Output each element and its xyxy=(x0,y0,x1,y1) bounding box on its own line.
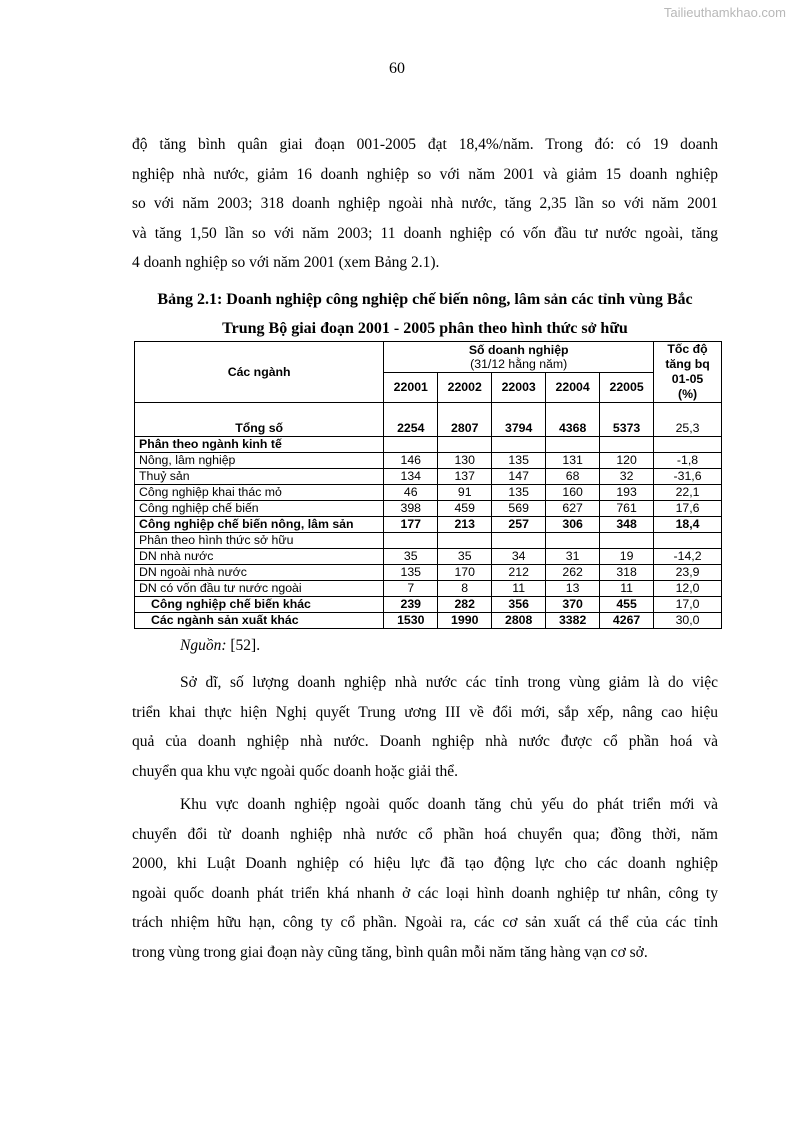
text-line: và tăng 1,50 lần so với năm 2003; 11 doanh nghiệp có vốn đầu tư nước ngoài, tăng xyxy=(132,224,718,242)
paragraph-3 xyxy=(132,790,718,967)
cell-value: 131 xyxy=(546,453,600,469)
text-line: trong vùng trong giai đoạn này cũng tăng, bình quân mỗi năm tăng hàng vạn cơ sở. xyxy=(132,943,648,961)
cell-value: 2807 xyxy=(438,403,492,437)
page-number: 60 xyxy=(389,60,405,77)
cell-value: 135 xyxy=(492,485,546,501)
header-rate-line: (%) xyxy=(677,387,698,401)
cell-value: 455 xyxy=(600,597,654,613)
row-label: Phân theo hình thức sở hữu xyxy=(135,533,384,549)
text-line: 4 doanh nghiệp so với năm 2001 (xem Bảng 2.1). xyxy=(132,254,440,271)
cell-value: 306 xyxy=(546,517,600,533)
cell-value: 120 xyxy=(600,453,654,469)
cell-value xyxy=(384,533,438,549)
table-title-line: Trung Bộ giai đoạn 2001 - 2005 phân theo hình thức sở hữu xyxy=(222,320,628,337)
text-line: quả của doanh nghiệp nhà nước. Doanh nghiệp nhà nước được cổ phần hoá và xyxy=(132,733,718,750)
cell-value: 130 xyxy=(438,453,492,469)
cell-value: 19 xyxy=(600,549,654,565)
text-line: độ tăng bình quân giai đoạn 001-2005 đạt 18,4%/năm. Trong đó: có 19 doanh xyxy=(132,136,718,153)
text-line: so với năm 2003; 318 doanh nghiệp ngoài nhà nước, tăng 2,35 lần so với năm 2001 xyxy=(132,195,718,212)
cell-value: 318 xyxy=(600,565,654,581)
text-line: ngoài quốc doanh phát triển khá nhanh ở các loại hình doanh nghiệp tư nhân, công ty xyxy=(132,884,718,902)
year-header: 22004 xyxy=(546,373,600,403)
text-line: trách nhiệm hữu hạn, công ty cổ phần. Ngoài ra, các cơ sản xuất cá thể của các tỉnh xyxy=(132,914,718,931)
cell-value: 239 xyxy=(384,597,438,613)
paragraph-2 xyxy=(132,668,718,786)
cell-value: 569 xyxy=(492,501,546,517)
cell-rate xyxy=(654,437,722,453)
cell-value: 370 xyxy=(546,597,600,613)
cell-value: 212 xyxy=(492,565,546,581)
row-label: Công nghiệp chế biến khác xyxy=(135,597,384,613)
cell-value: 356 xyxy=(492,597,546,613)
cell-rate: -14,2 xyxy=(654,549,722,565)
row-label: Nông, lâm nghiệp xyxy=(135,453,384,469)
year-header: 22002 xyxy=(438,373,492,403)
cell-value xyxy=(600,533,654,549)
row-label: DN nhà nước xyxy=(135,549,384,565)
cell-value xyxy=(600,437,654,453)
cell-value xyxy=(546,533,600,549)
table-row xyxy=(135,581,722,597)
cell-value: 627 xyxy=(546,501,600,517)
row-label: DN ngoài nhà nước xyxy=(135,565,384,581)
cell-value: 282 xyxy=(438,597,492,613)
cell-value: 348 xyxy=(600,517,654,533)
table-row xyxy=(135,469,722,485)
cell-value: 8 xyxy=(438,581,492,597)
row-label: Phân theo ngành kinh tế xyxy=(135,437,384,453)
cell-value: 177 xyxy=(384,517,438,533)
text-line: nghiệp nhà nước, giảm 16 doanh nghiệp so với năm 2001 và giảm 15 doanh nghiệp xyxy=(132,165,718,183)
cell-value: 13 xyxy=(546,581,600,597)
row-label: Công nghiệp khai thác mỏ xyxy=(135,485,384,501)
header-rate-line: tăng bq xyxy=(665,357,710,371)
text-line: triển khai thực hiện Nghị quyết Trung ương III về đổi mới, sắp xếp, nâng cao hiệu xyxy=(132,703,718,721)
cell-value: 5373 xyxy=(600,403,654,437)
cell-rate xyxy=(654,533,722,549)
cell-value: 193 xyxy=(600,485,654,501)
cell-value: 7 xyxy=(384,581,438,597)
source-ref: [52]. xyxy=(226,637,261,654)
header-count-title: Số doanh nghiệp xyxy=(468,343,569,358)
cell-value: 1530 xyxy=(384,613,438,629)
cell-rate: 18,4 xyxy=(654,517,722,533)
table-row xyxy=(135,501,722,517)
table-row xyxy=(135,597,722,613)
cell-rate: 25,3 xyxy=(654,403,722,437)
row-label: DN có vốn đầu tư nước ngoài xyxy=(135,581,384,597)
cell-rate: 12,0 xyxy=(654,581,722,597)
table-row xyxy=(135,533,722,549)
cell-value: 34 xyxy=(492,549,546,565)
cell-value: 135 xyxy=(492,453,546,469)
cell-value xyxy=(384,437,438,453)
header-rate-line: 01-05 xyxy=(671,372,704,386)
cell-rate: 30,0 xyxy=(654,613,722,629)
table-row xyxy=(135,549,722,565)
cell-value: 262 xyxy=(546,565,600,581)
cell-value: 32 xyxy=(600,469,654,485)
text-line: 2000, khi Luật Doanh nghiệp có hiệu lực đã tạo động lực cho các doanh nghiệp xyxy=(132,855,718,872)
header-rate-line: Tốc độ xyxy=(667,342,708,356)
enterprise-table xyxy=(134,341,722,629)
table-row xyxy=(135,485,722,501)
cell-value: 11 xyxy=(600,581,654,597)
table-title-line: Bảng 2.1: Doanh nghiệp công nghiệp chế biến nông, lâm sản các tỉnh vùng Bắc xyxy=(157,291,693,308)
table-row xyxy=(135,517,722,533)
table-row xyxy=(135,437,722,453)
header-count xyxy=(384,342,654,373)
cell-value: 35 xyxy=(384,549,438,565)
header-rate xyxy=(654,342,722,403)
text-line: chuyển qua khu vực ngoài quốc doanh hoặc giải thể. xyxy=(132,762,459,780)
cell-rate: 17,6 xyxy=(654,501,722,517)
table-row xyxy=(135,613,722,629)
cell-value: 137 xyxy=(438,469,492,485)
cell-value: 3382 xyxy=(546,613,600,629)
cell-value: 134 xyxy=(384,469,438,485)
cell-rate: -31,6 xyxy=(654,469,722,485)
header-count-sub: (31/12 hằng năm) xyxy=(470,357,568,372)
cell-value: 31 xyxy=(546,549,600,565)
cell-value xyxy=(438,533,492,549)
cell-rate: 22,1 xyxy=(654,485,722,501)
year-header: 22005 xyxy=(600,373,654,403)
cell-value xyxy=(492,533,546,549)
cell-value: 170 xyxy=(438,565,492,581)
cell-rate: -1,8 xyxy=(654,453,722,469)
table-row xyxy=(135,565,722,581)
source-note xyxy=(180,637,260,655)
cell-value: 135 xyxy=(384,565,438,581)
cell-value: 213 xyxy=(438,517,492,533)
cell-value: 4267 xyxy=(600,613,654,629)
text-line: Sở dĩ, số lượng doanh nghiệp nhà nước các tỉnh trong vùng giảm là do việc xyxy=(180,674,718,691)
cell-value: 35 xyxy=(438,549,492,565)
cell-value: 4368 xyxy=(546,403,600,437)
cell-value: 2808 xyxy=(492,613,546,629)
cell-value: 3794 xyxy=(492,403,546,437)
table-row xyxy=(135,453,722,469)
cell-value: 68 xyxy=(546,469,600,485)
header-sector: Các ngành xyxy=(135,342,384,403)
table-title xyxy=(120,285,730,343)
row-label: Công nghiệp chế biến nông, lâm sản xyxy=(135,517,384,533)
cell-value: 2254 xyxy=(384,403,438,437)
cell-value: 46 xyxy=(384,485,438,501)
cell-value xyxy=(492,437,546,453)
cell-value: 146 xyxy=(384,453,438,469)
cell-value xyxy=(438,437,492,453)
watermark: Tailieuthamkhao.com xyxy=(663,5,786,20)
cell-rate: 17,0 xyxy=(654,597,722,613)
cell-value: 147 xyxy=(492,469,546,485)
cell-value: 398 xyxy=(384,501,438,517)
table-row xyxy=(135,403,722,437)
intro-paragraph xyxy=(132,130,718,278)
cell-value: 160 xyxy=(546,485,600,501)
cell-value xyxy=(546,437,600,453)
cell-value: 91 xyxy=(438,485,492,501)
text-line: Khu vực doanh nghiệp ngoài quốc doanh tăng chủ yếu do phát triển mới và xyxy=(180,796,718,813)
year-header: 22003 xyxy=(492,373,546,403)
row-label: Thuỷ sản xyxy=(135,469,384,485)
cell-rate: 23,9 xyxy=(654,565,722,581)
row-label: Tổng số xyxy=(135,403,384,437)
cell-value: 257 xyxy=(492,517,546,533)
row-label: Các ngành sản xuất khác xyxy=(135,613,384,629)
source-label: Nguồn: xyxy=(180,637,227,654)
cell-value: 1990 xyxy=(438,613,492,629)
text-line: chuyển đổi từ doanh nghiệp nhà nước cổ phần hoá chuyển qua; đồng thời, năm xyxy=(132,825,718,843)
year-header: 22001 xyxy=(384,373,438,403)
cell-value: 459 xyxy=(438,501,492,517)
cell-value: 11 xyxy=(492,581,546,597)
cell-value: 761 xyxy=(600,501,654,517)
row-label: Công nghiệp chế biến xyxy=(135,501,384,517)
